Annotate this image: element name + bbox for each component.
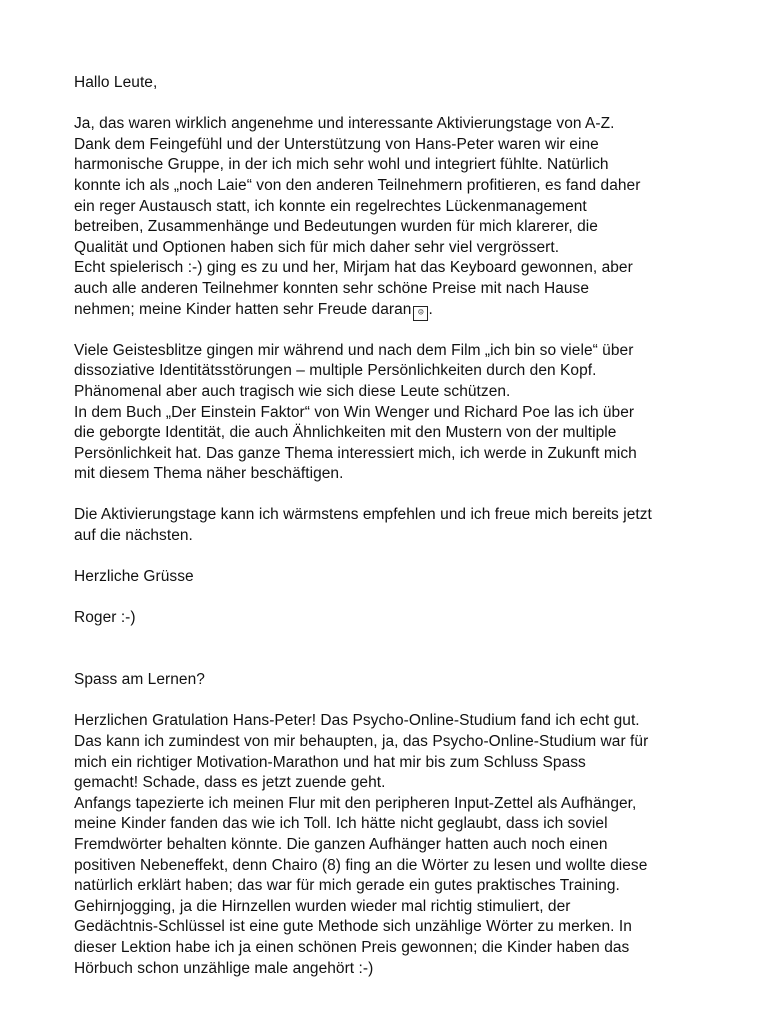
letter1-paragraph-1 — [74, 114, 714, 320]
text-line: positiven Nebeneffekt, denn Chairo (8) fing an die Wörter zu lesen und wollte diese — [74, 856, 648, 874]
text-segment: nehmen; meine Kinder hatten sehr Freude daran — [74, 300, 412, 318]
text-line: Die Aktivierungstage kann ich wärmstens empfehlen und ich freue mich bereits jetzt — [74, 506, 652, 524]
document-body — [74, 73, 714, 979]
text-line: konnte ich als „noch Laie“ von den anderen Teilnehmern profitieren, es fand daher — [74, 176, 641, 194]
paragraph-gap — [74, 94, 714, 115]
text-line: mit diesem Thema näher beschäftigen. — [74, 465, 344, 483]
text-line: harmonische Gruppe, in der ich mich sehr wohl und integriert fühlte. Natürlich — [74, 156, 609, 174]
text-line: Qualität und Optionen haben sich für mich daher sehr viel vergrössert. — [74, 238, 560, 256]
text-line: Gehirnjogging, ja die Hirnzellen wurden wieder mal richtig stimuliert, der — [74, 897, 571, 915]
closing: Herzliche Grüsse — [74, 568, 194, 586]
text-line: Ja, das waren wirklich angenehme und interessante Aktivierungstage von A-Z. — [74, 115, 615, 133]
signature: Roger :-) — [74, 609, 136, 627]
text-line: Fremdwörter behalten könnte. Die ganzen Aufhänger hatten auch noch einen — [74, 835, 608, 853]
paragraph-gap — [74, 547, 714, 568]
text-line: die geborgte Identität, die auch Ähnlichkeiten mit den Mustern von der multiple — [74, 424, 617, 442]
text-segment: . — [428, 300, 433, 318]
letter1-paragraph-3 — [74, 505, 714, 546]
text-line: Persönlichkeit hat. Das ganze Thema interessiert mich, ich werde in Zukunft mich — [74, 444, 637, 462]
text-line: Echt spielerisch :-) ging es zu und her, Mirjam hat das Keyboard gewonnen, aber — [74, 259, 633, 277]
text-line: dissoziative Identitätsstörungen – multiple Persönlichkeiten durch den Kopf. — [74, 362, 597, 380]
text-line: Phänomenal aber auch tragisch wie sich diese Leute schützen. — [74, 382, 511, 400]
paragraph-gap — [74, 650, 714, 671]
text-line: auf die nächsten. — [74, 527, 193, 545]
text-line: gemacht! Schade, dass es jetzt zuende geht. — [74, 774, 386, 792]
paragraph-gap — [74, 629, 714, 650]
letter2-paragraph-1 — [74, 711, 714, 979]
text-line: Anfangs tapezierte ich meinen Flur mit den peripheren Input-Zettel als Aufhänger, — [74, 794, 637, 812]
text-line: Gedächtnis-Schlüssel ist eine gute Methode sich unzählige Wörter zu merken. In — [74, 918, 632, 936]
paragraph-gap — [74, 588, 714, 609]
text-line: dieser Lektion habe ich ja einen schönen Preis gewonnen; die Kinder haben das — [74, 938, 630, 956]
text-line: Das kann ich zumindest von mir behaupten, ja, das Psycho-Online-Studium war für — [74, 733, 649, 750]
text-line: mich ein richtiger Motivation-Marathon und hat mir bis zum Schluss Spass — [74, 753, 586, 771]
text-line: ein reger Austausch statt, ich konnte ein regelrechtes Lückenmanagement — [74, 197, 587, 215]
letter1-paragraph-2 — [74, 341, 714, 485]
text-line: auch alle anderen Teilnehmer konnten sehr schöne Preise mit nach Hause — [74, 279, 590, 297]
text-line: In dem Buch „Der Einstein Faktor“ von Win Wenger und Richard Poe las ich über — [74, 403, 635, 421]
text-line: meine Kinder fanden das wie ich Toll. Ich hätte nicht geglaubt, dass ich soviel — [74, 815, 608, 833]
smiley-symbol-icon: ☺ — [413, 306, 428, 321]
text-line: Herzlichen Gratulation Hans-Peter! Das Psycho-Online-Studium fand ich echt gut. — [74, 712, 640, 730]
paragraph-gap — [74, 485, 714, 506]
text-line: Hörbuch schon unzählige male angehört :-) — [74, 959, 374, 977]
text-line: natürlich erklärt haben; das war für mich gerade ein gutes praktisches Training. — [74, 877, 620, 895]
text-line: Dank dem Feingefühl und der Unterstützung von Hans-Peter waren wir eine — [74, 135, 599, 153]
paragraph-gap — [74, 320, 714, 341]
text-line-with-symbol — [74, 300, 714, 321]
paragraph-gap — [74, 691, 714, 712]
text-line: betreiben, Zusammenhänge und Bedeutungen wurden für mich klarerer, die — [74, 218, 598, 236]
greeting: Hallo Leute, — [74, 74, 158, 91]
text-line: Viele Geistesblitze gingen mir während und nach dem Film „ich bin so viele“ über — [74, 341, 634, 359]
section-title: Spass am Lernen? — [74, 671, 205, 689]
